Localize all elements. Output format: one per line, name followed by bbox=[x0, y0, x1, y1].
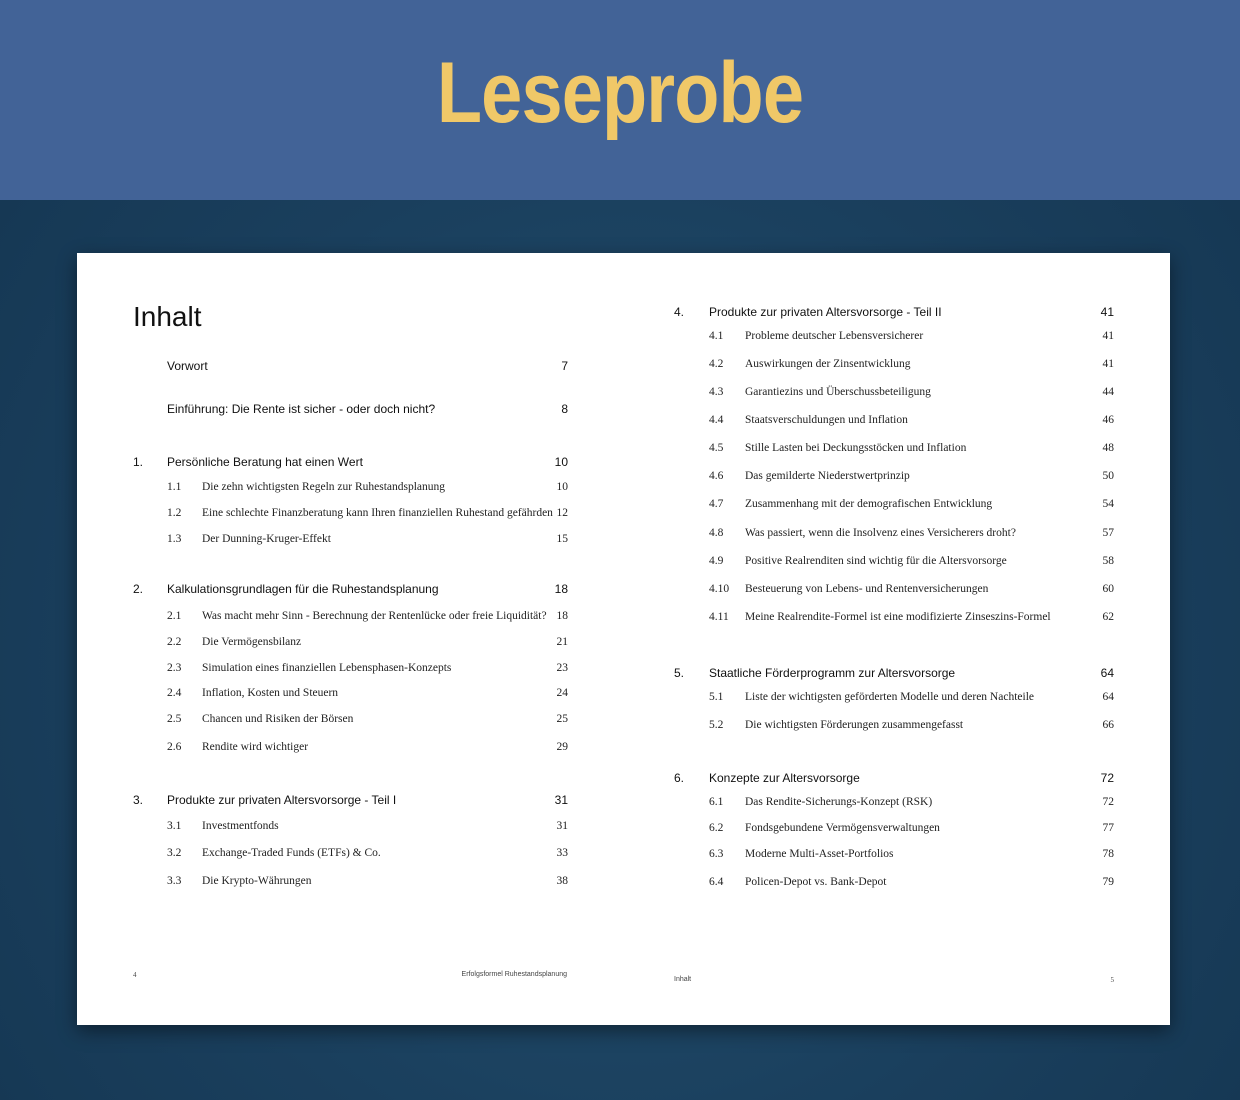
toc-subentry bbox=[167, 741, 568, 761]
subentry-title: Staatsverschuldungen und Inflation bbox=[745, 414, 908, 426]
subentry-page-number: 25 bbox=[556, 713, 568, 725]
subentry-page-number: 29 bbox=[556, 741, 568, 753]
subentry-page-number: 48 bbox=[1102, 442, 1114, 454]
subentry-number: 4.1 bbox=[709, 330, 724, 342]
toc-subentry bbox=[709, 719, 1114, 739]
entry-page-number: 18 bbox=[554, 582, 568, 596]
subentry-title: Besteuerung von Lebens- und Rentenversicherungen bbox=[745, 583, 989, 595]
right-page bbox=[624, 253, 1170, 1025]
subentry-page-number: 38 bbox=[556, 875, 568, 887]
subentry-number: 4.3 bbox=[709, 386, 724, 398]
subentry-title: Simulation eines finanziellen Lebensphasen-Konzepts bbox=[202, 662, 452, 674]
entry-number: 3. bbox=[133, 793, 144, 807]
subentry-page-number: 44 bbox=[1102, 386, 1114, 398]
subentry-page-number: 31 bbox=[556, 820, 568, 832]
subentry-title: Positive Realrenditen sind wichtig für die Altersvorsorge bbox=[745, 555, 1007, 567]
entry-number: 4. bbox=[674, 305, 685, 319]
entry-number: 6. bbox=[674, 771, 685, 785]
subentry-title: Das gemilderte Niederstwertprinzip bbox=[745, 470, 910, 482]
subentry-page-number: 15 bbox=[556, 533, 568, 545]
subentry-page-number: 62 bbox=[1102, 611, 1114, 623]
subentry-number: 2.6 bbox=[167, 741, 182, 753]
toc-subentry bbox=[167, 507, 568, 527]
toc-subentry bbox=[709, 414, 1114, 434]
entry-page-number: 31 bbox=[554, 793, 568, 807]
subentry-number: 4.4 bbox=[709, 414, 724, 426]
subentry-number: 2.1 bbox=[167, 610, 182, 622]
entry-page-number: 8 bbox=[561, 402, 568, 416]
toc-subentry bbox=[709, 386, 1114, 406]
banner-title: Leseprobe bbox=[436, 45, 804, 141]
subentry-number: 4.10 bbox=[709, 583, 730, 595]
subentry-number: 3.2 bbox=[167, 847, 182, 859]
subentry-title: Stille Lasten bei Deckungsstöcken und Inflation bbox=[745, 442, 967, 454]
subentry-page-number: 66 bbox=[1102, 719, 1114, 731]
subentry-title: Der Dunning-Kruger-Effekt bbox=[202, 533, 331, 545]
subentry-page-number: 60 bbox=[1102, 583, 1114, 595]
subentry-number: 6.4 bbox=[709, 876, 724, 888]
subentry-page-number: 23 bbox=[556, 662, 568, 674]
entry-page-number: 7 bbox=[561, 359, 568, 373]
subentry-page-number: 57 bbox=[1102, 527, 1114, 539]
subentry-number: 1.2 bbox=[167, 507, 182, 519]
book-spread bbox=[77, 253, 1170, 1025]
toc-entry bbox=[674, 771, 1114, 791]
entry-title: Staatliche Förderprogramm zur Altersvorsorge bbox=[709, 666, 956, 680]
subentry-title: Meine Realrendite-Formel ist eine modifizierte Zinseszins-Formel bbox=[745, 611, 1051, 623]
subentry-number: 4.8 bbox=[709, 527, 724, 539]
subentry-page-number: 24 bbox=[556, 687, 568, 699]
subentry-title: Die Vermögensbilanz bbox=[202, 636, 302, 648]
subentry-title: Garantiezins und Überschussbeteiligung bbox=[745, 386, 931, 398]
entry-page-number: 41 bbox=[1100, 305, 1114, 319]
entry-number: 5. bbox=[674, 666, 685, 680]
subentry-title: Die Krypto-Währungen bbox=[202, 875, 312, 887]
subentry-number: 5.1 bbox=[709, 691, 724, 703]
toc-subentry bbox=[167, 847, 568, 867]
subentry-title: Inflation, Kosten und Steuern bbox=[202, 687, 339, 699]
toc-entry bbox=[167, 402, 568, 422]
entry-title: Kalkulationsgrundlagen für die Ruhestandsplanung bbox=[167, 582, 439, 596]
subentry-page-number: 46 bbox=[1102, 414, 1114, 426]
subentry-page-number: 58 bbox=[1102, 555, 1114, 567]
subentry-number: 5.2 bbox=[709, 719, 724, 731]
banner bbox=[0, 0, 1240, 200]
toc-subentry bbox=[167, 610, 568, 630]
toc-subentry bbox=[167, 875, 568, 895]
subentry-number: 2.3 bbox=[167, 662, 182, 674]
entry-title: Vorwort bbox=[167, 359, 208, 373]
subentry-title: Policen-Depot vs. Bank-Depot bbox=[745, 876, 887, 888]
toc-subentry bbox=[167, 636, 568, 656]
left-page bbox=[77, 253, 623, 1025]
subentry-number: 6.1 bbox=[709, 796, 724, 808]
subentry-title: Eine schlechte Finanzberatung kann Ihren finanziellen Ruhestand gefährden bbox=[202, 507, 553, 519]
subentry-number: 6.2 bbox=[709, 822, 724, 834]
toc-subentry bbox=[709, 583, 1114, 603]
toc-subentry bbox=[167, 481, 568, 501]
entry-title: Produkte zur privaten Altersvorsorge - Teil I bbox=[167, 793, 397, 807]
toc-subentry bbox=[167, 533, 568, 553]
toc-subentry bbox=[709, 611, 1114, 631]
subentry-number: 4.11 bbox=[709, 611, 729, 623]
subentry-title: Probleme deutscher Lebensversicherer bbox=[745, 330, 924, 342]
subentry-number: 2.4 bbox=[167, 687, 182, 699]
subentry-title: Rendite wird wichtiger bbox=[202, 741, 309, 753]
footer-page-number-left: 4 bbox=[133, 971, 137, 979]
entry-page-number: 64 bbox=[1100, 666, 1114, 680]
subentry-title: Was macht mehr Sinn - Berechnung der Rentenlücke oder freie Liquidität? bbox=[202, 610, 547, 622]
entry-title: Einführung: Die Rente ist sicher - oder doch nicht? bbox=[167, 402, 436, 416]
entry-number: 2. bbox=[133, 582, 144, 596]
subentry-page-number: 18 bbox=[556, 610, 568, 622]
toc-entry bbox=[674, 305, 1114, 325]
entry-title: Persönliche Beratung hat einen Wert bbox=[167, 455, 363, 469]
subentry-number: 2.5 bbox=[167, 713, 182, 725]
toc-subentry bbox=[167, 820, 568, 840]
toc-subentry bbox=[709, 822, 1114, 842]
subentry-title: Zusammenhang mit der demografischen Entwicklung bbox=[745, 498, 993, 510]
toc-subentry bbox=[709, 555, 1114, 575]
toc-subentry bbox=[709, 876, 1114, 896]
entry-title: Konzepte zur Altersvorsorge bbox=[709, 771, 860, 785]
subentry-page-number: 21 bbox=[556, 636, 568, 648]
subentry-number: 1.1 bbox=[167, 481, 182, 493]
toc-entry bbox=[133, 582, 568, 602]
subentry-page-number: 41 bbox=[1102, 330, 1114, 342]
subentry-page-number: 54 bbox=[1102, 498, 1114, 510]
subentry-page-number: 79 bbox=[1102, 876, 1114, 888]
toc-subentry bbox=[167, 687, 568, 707]
toc-subentry bbox=[167, 713, 568, 733]
subentry-title: Moderne Multi-Asset-Portfolios bbox=[745, 848, 894, 860]
subentry-page-number: 33 bbox=[556, 847, 568, 859]
subentry-title: Investmentfonds bbox=[202, 820, 279, 832]
subentry-number: 2.2 bbox=[167, 636, 182, 648]
subentry-number: 4.5 bbox=[709, 442, 724, 454]
toc-entry bbox=[674, 666, 1114, 686]
subentry-title: Exchange-Traded Funds (ETFs) & Co. bbox=[202, 847, 381, 859]
subentry-page-number: 12 bbox=[556, 507, 568, 519]
subentry-page-number: 10 bbox=[556, 481, 568, 493]
entry-number: 1. bbox=[133, 455, 144, 469]
toc-subentry bbox=[709, 796, 1114, 816]
subentry-title: Fondsgebundene Vermögensverwaltungen bbox=[745, 822, 940, 834]
subentry-number: 4.9 bbox=[709, 555, 724, 567]
subentry-page-number: 72 bbox=[1102, 796, 1114, 808]
footer-page-number-right: 5 bbox=[1110, 976, 1114, 984]
subentry-title: Das Rendite-Sicherungs-Konzept (RSK) bbox=[745, 796, 933, 808]
subentry-page-number: 78 bbox=[1102, 848, 1114, 860]
subentry-number: 4.7 bbox=[709, 498, 724, 510]
subentry-title: Die zehn wichtigsten Regeln zur Ruhestandsplanung bbox=[202, 481, 446, 493]
toc-subentry bbox=[709, 330, 1114, 350]
toc-subentry bbox=[709, 358, 1114, 378]
subentry-title: Chancen und Risiken der Börsen bbox=[202, 713, 354, 725]
subentry-number: 3.1 bbox=[167, 820, 182, 832]
toc-subentry bbox=[709, 527, 1114, 547]
footer-section-title: Inhalt bbox=[674, 976, 692, 983]
toc-subentry bbox=[709, 691, 1114, 711]
subentry-title: Die wichtigsten Förderungen zusammengefasst bbox=[745, 719, 964, 731]
subentry-page-number: 41 bbox=[1102, 358, 1114, 370]
subentry-title: Liste der wichtigsten geförderten Modelle und deren Nachteile bbox=[745, 691, 1034, 703]
footer-book-title: Erfolgsformel Ruhestandsplanung bbox=[461, 971, 567, 978]
subentry-number: 3.3 bbox=[167, 875, 182, 887]
toc-subentry bbox=[709, 442, 1114, 462]
entry-page-number: 72 bbox=[1100, 771, 1114, 785]
toc-entry bbox=[167, 359, 568, 379]
entry-page-number: 10 bbox=[554, 455, 568, 469]
subentry-number: 4.2 bbox=[709, 358, 724, 370]
toc-entry bbox=[133, 455, 568, 475]
toc-subentry bbox=[709, 470, 1114, 490]
subentry-title: Was passiert, wenn die Insolvenz eines Versicherers droht? bbox=[745, 527, 1016, 539]
subentry-page-number: 64 bbox=[1102, 691, 1114, 703]
subentry-title: Auswirkungen der Zinsentwicklung bbox=[745, 358, 911, 370]
subentry-number: 4.6 bbox=[709, 470, 724, 482]
subentry-page-number: 77 bbox=[1102, 822, 1114, 834]
subentry-number: 6.3 bbox=[709, 848, 724, 860]
toc-subentry bbox=[709, 848, 1114, 868]
subentry-number: 1.3 bbox=[167, 533, 182, 545]
toc-subentry bbox=[167, 662, 568, 682]
entry-title: Produkte zur privaten Altersvorsorge - Teil II bbox=[709, 305, 942, 319]
toc-subentry bbox=[709, 498, 1114, 518]
toc-entry bbox=[133, 793, 568, 813]
subentry-page-number: 50 bbox=[1102, 470, 1114, 482]
toc-heading: Inhalt bbox=[133, 301, 202, 332]
